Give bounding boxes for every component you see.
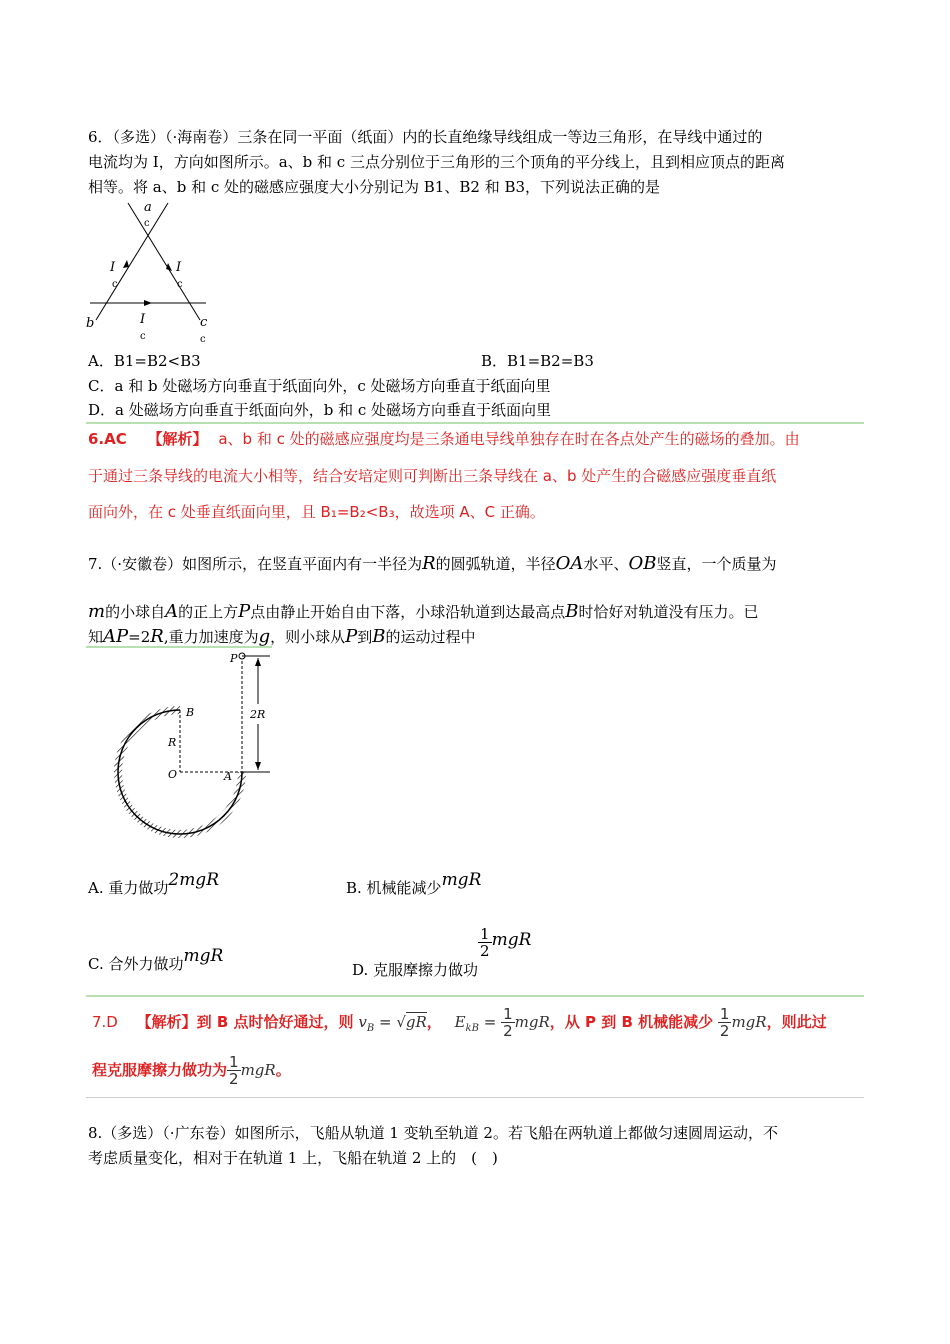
q7-analysis-t5: 。 <box>275 1061 291 1079</box>
frac-num: 1 <box>503 1005 513 1023</box>
q7-stem-line1 <box>88 554 776 574</box>
fig-label-R: R <box>168 736 177 749</box>
q6-triangle-figure <box>80 195 220 347</box>
q7-Ek-sub: kB <box>465 1023 479 1034</box>
dim-arrowhead-up <box>255 658 261 666</box>
fig-label-A: A <box>224 770 232 783</box>
q7-var-R: R <box>422 553 436 574</box>
q6-stem-line1: 6．（多选）（·海南卷）三条在同一平面（纸面）内的长直绝缘导线组成一等边三角形，在导线中通过的 <box>88 128 763 146</box>
q7-text: 的正上方 <box>178 603 239 621</box>
label-c: c <box>200 315 208 330</box>
q7-var-B: B <box>372 626 386 647</box>
q6-option-d: D．a 处磁场方向垂直于纸面向外，b 和 c 处磁场方向垂直于纸面向里 <box>88 401 552 419</box>
q7-frac-2 <box>718 1006 732 1039</box>
wire-left <box>96 203 168 320</box>
q7-analysis-t3: ，则此过 <box>766 1013 827 1031</box>
q7-option-a-text: A. 重力做功 <box>88 879 169 897</box>
q7-text: 时恰好对轨道没有压力。已 <box>578 603 759 621</box>
q7-stem-line3 <box>88 627 476 647</box>
frac-num: 1 <box>719 1005 730 1023</box>
q7-option-b-expr: mgR <box>441 870 482 890</box>
q6-stem-line3: 相等。将 a、b 和 c 处的磁感应强度大小分别记为 B1、B2 和 B3，下列说法正确的是 <box>88 178 661 196</box>
label-a-c: c <box>144 218 150 229</box>
frac-den: 2 <box>719 1022 730 1040</box>
fig-label-B: B <box>186 706 195 719</box>
q7-option-a-expr: 2mgR <box>168 870 219 890</box>
q7-mgR-1: mgR <box>514 1013 550 1031</box>
q7-eq1: = <box>378 1013 392 1031</box>
q6-analysis-text1: a、b 和 c 处的磁感应强度均是三条通电导线单独存在时在各点处产生的磁场的叠加。由 <box>218 430 800 448</box>
q7-text: 点由静止开始自由下落，小球沿轨道到达最高点 <box>250 603 566 621</box>
q7-frac-3 <box>227 1054 241 1087</box>
fig-label-O: O <box>168 768 178 781</box>
q7-option-b-text: B. 机械能减少 <box>346 879 442 897</box>
label-I-bottom: I <box>140 312 146 327</box>
q7-option-d-text: D. 克服摩擦力做功 <box>352 960 479 979</box>
q7-mgR-3: mgR <box>240 1061 276 1079</box>
q7-var-g: g <box>258 626 271 647</box>
q7-text: ，则小球从 <box>270 628 346 646</box>
arrow-bottom <box>144 300 152 306</box>
fig-label-2R: 2R <box>250 708 266 721</box>
q8-stem-line2: 考虑质量变化，相对于在轨道 1 上，飞船在轨道 2 上的 ( ) <box>88 1149 498 1167</box>
q6-analysis-top-rule <box>86 422 864 424</box>
q7-stem-line2 <box>88 602 759 622</box>
q7-text: 到 <box>357 628 373 646</box>
q6-option-a: A．B1=B2<B3 <box>88 352 201 370</box>
frac-den: 2 <box>229 1070 239 1088</box>
q7-vB-sub: B <box>366 1023 375 1034</box>
q7-analysis-line1 <box>92 1004 827 1047</box>
label-I-bottom-c: c <box>140 331 146 342</box>
q6-option-b: B．B1=B2=B3 <box>481 352 594 370</box>
q6-analysis-line3: 面向外，在 c 处垂直纸面向里，且 B₁=B₂<B₃，故选项 A、C 正确。 <box>88 503 545 521</box>
q7-text: 知 <box>88 628 104 646</box>
q7-text: 的圆弧轨道，半径 <box>435 555 556 573</box>
q7-eq2: = <box>483 1013 497 1031</box>
q7-text: ,重力加速度为 <box>163 628 259 646</box>
q7-analysis-t1: 到 B 点时恰好通过，则 <box>196 1013 354 1031</box>
q7-option-a <box>88 870 219 898</box>
q6-answer: 6.AC <box>88 430 127 448</box>
wire-right <box>128 203 200 320</box>
q7-option-b <box>346 870 482 898</box>
fig-label-P: P <box>230 652 238 665</box>
label-c-c: c <box>200 334 206 345</box>
q7-text: 的运动过程中 <box>385 628 476 646</box>
q6-analysis-line2: 于通过三条导线的电流大小相等，结合安培定则可判断出三条导线在 a、b 处产生的合磁感应强度垂直纸 <box>88 467 777 485</box>
q7-text: 竖直，一个质量为 <box>656 555 777 573</box>
q7-option-d-expr: mgR <box>491 929 532 950</box>
q6-analysis-line1 <box>88 429 800 449</box>
q7-var-AP: AP <box>103 626 129 647</box>
q7-option-c-expr: mgR <box>183 946 224 966</box>
q7-var-R: R <box>150 626 164 647</box>
q7-frac-1 <box>501 1006 515 1039</box>
frac-den: 2 <box>480 942 490 960</box>
q7-analysis-bottom-rule <box>86 1097 864 1098</box>
q7-option-c-text: C. 合外力做功 <box>88 955 184 973</box>
q7-var-m: m <box>88 601 106 622</box>
frac-num: 1 <box>229 1053 239 1071</box>
q7-option-d-frac <box>478 926 492 959</box>
q7-analysis-tag: 【解析】 <box>136 1013 197 1031</box>
frac-den: 2 <box>503 1022 513 1040</box>
label-b: b <box>86 316 95 331</box>
label-a: a <box>144 200 152 215</box>
label-I-left-c: c <box>112 279 118 290</box>
q7-track-figure <box>100 650 280 840</box>
q7-var-OB: OB <box>628 553 657 574</box>
arrow-right <box>166 263 172 271</box>
q7-analysis-line2 <box>92 1052 291 1088</box>
frac-num: 1 <box>480 925 490 943</box>
q7-mgR-2: mgR <box>731 1013 767 1031</box>
q8-stem-line1: 8.（多选）（·广东卷）如图所示，飞船从轨道 1 变轨至轨道 2。若飞船在两轨道上都做匀速圆周运动，不 <box>88 1124 778 1142</box>
q7-var-B: B <box>565 601 579 622</box>
q7-analysis-top-rule <box>86 995 864 997</box>
q7-option-d <box>352 925 532 979</box>
dim-arrowhead-down <box>255 762 261 770</box>
q7-text: =2 <box>128 628 151 646</box>
q6-analysis-tag: 【解析】 <box>147 430 208 448</box>
label-I-left: I <box>110 260 116 275</box>
arrow-left <box>123 260 129 268</box>
label-I-right: I <box>176 260 182 275</box>
q7-var-P: P <box>345 626 358 647</box>
q7-text: 水平、 <box>583 555 629 573</box>
q7-var-OA: OA <box>555 553 584 574</box>
q7-analysis-t4: 程克服摩擦力做功为 <box>92 1061 228 1079</box>
q7-sqrt-gR: gR <box>405 1013 427 1031</box>
q7-answer: 7.D <box>92 1013 118 1031</box>
label-I-right-c: c <box>177 279 183 290</box>
q7-stem-underline <box>86 646 272 648</box>
q7-var-P: P <box>238 601 251 622</box>
q6-option-c: C．a 和 b 处磁场方向垂直于纸面向外，c 处磁场方向垂直于纸面向里 <box>88 377 551 395</box>
q7-var-A: A <box>165 601 179 622</box>
q7-comma: ， <box>426 1013 442 1031</box>
q6-stem-line2: 电流均为 I，方向如图所示。a、b 和 c 三点分别位于三角形的三个顶角的平分线上，且到相应顶点的距离 <box>88 153 785 171</box>
sqrt-icon: √ <box>396 1013 406 1031</box>
q7-analysis-t2: ，从 P 到 B 机械能减少 <box>549 1013 714 1031</box>
q7-Ek: E <box>454 1013 466 1031</box>
q7-option-c <box>88 946 224 974</box>
q7-vB: v <box>358 1013 367 1031</box>
q7-text: 7.（·安徽卷）如图所示，在竖直平面内有一半径为 <box>88 555 423 573</box>
q7-text: 的小球自 <box>105 603 166 621</box>
